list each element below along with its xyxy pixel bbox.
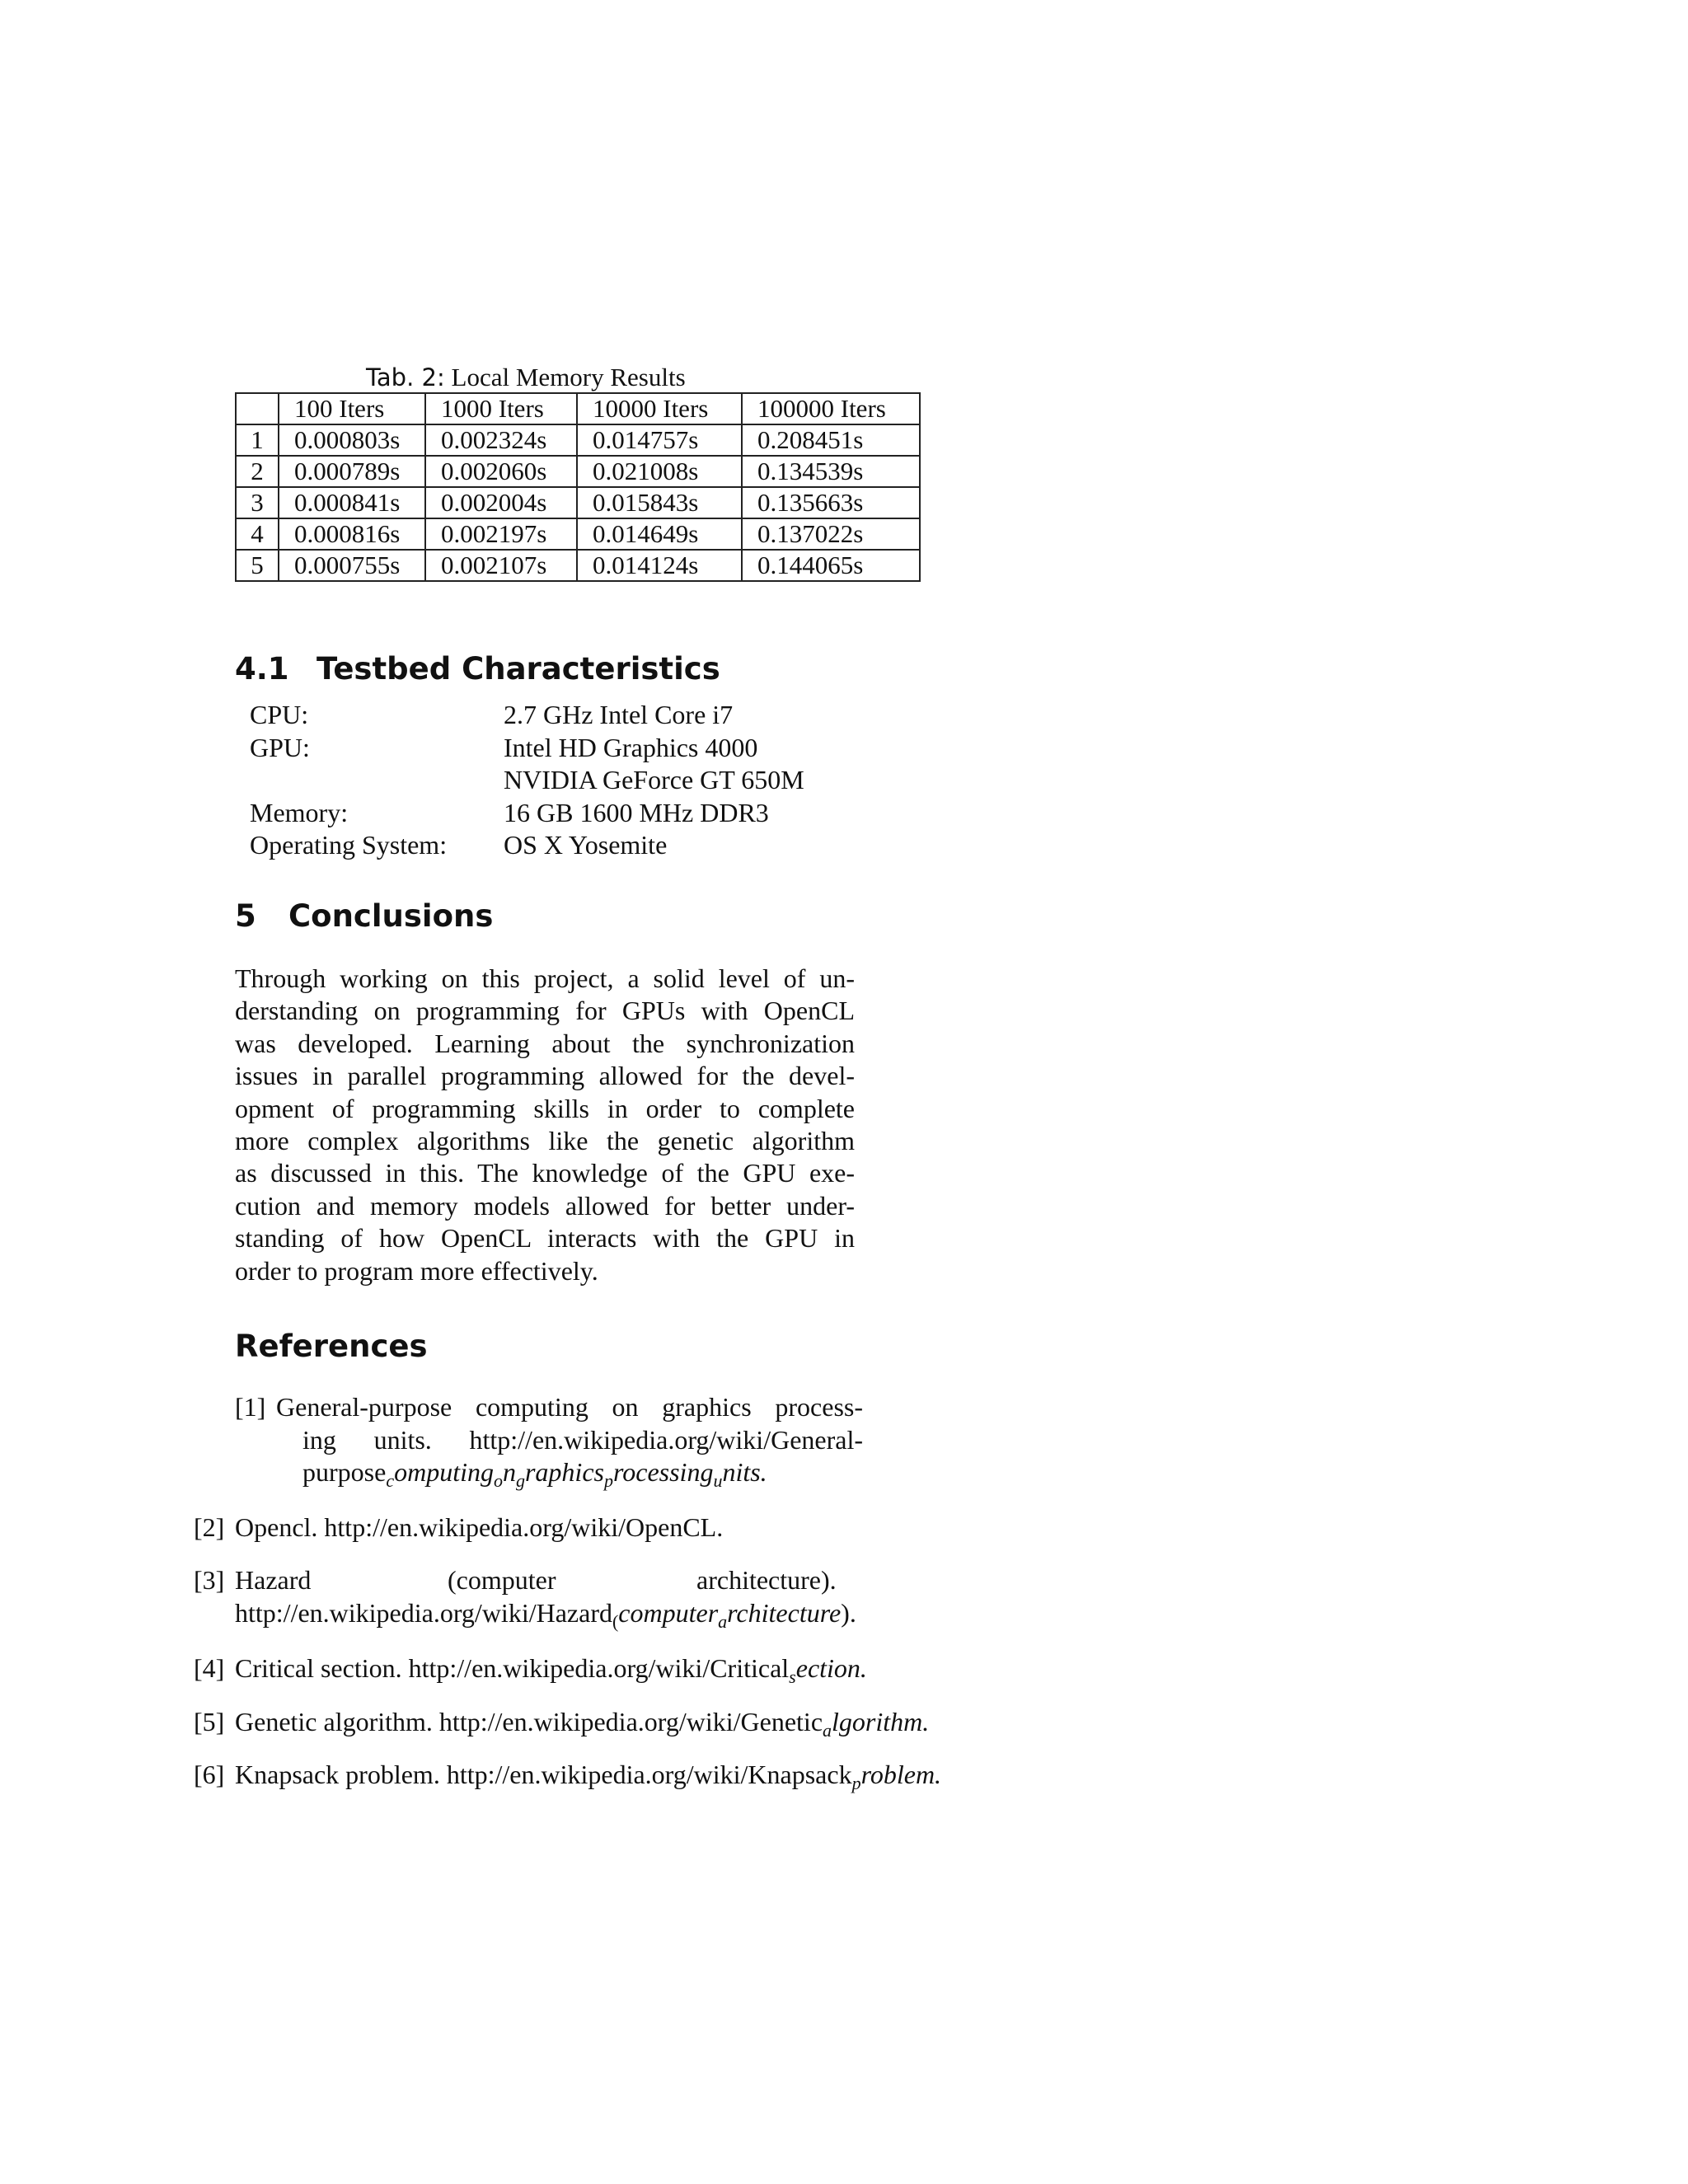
table-cell: 0.137022s bbox=[742, 518, 920, 550]
reference-text: Opencl. http://en.wikipedia.org/wiki/OpenCL. bbox=[235, 1512, 724, 1542]
paragraph-line: Through working on this project, a solid level of un- bbox=[235, 963, 855, 993]
table-cell: 0.014124s bbox=[577, 550, 742, 581]
section-heading-conclusions bbox=[235, 898, 493, 935]
section-title: Testbed Characteristics bbox=[316, 651, 720, 687]
reference-text bbox=[235, 1652, 867, 1685]
subscript: a bbox=[718, 1610, 728, 1632]
section-number: 4.1 bbox=[235, 651, 289, 687]
table-cell: 0.002324s bbox=[425, 424, 577, 456]
table-row bbox=[236, 550, 920, 581]
spec-label: Operating System: bbox=[250, 830, 448, 860]
paragraph-line: was developed. Learning about the synchronization bbox=[235, 1028, 855, 1058]
table-cell: 0.000789s bbox=[279, 456, 425, 487]
reference-text: http://en.wikipedia.org/wiki/Hazard bbox=[235, 1597, 612, 1628]
reference-number: [4] bbox=[194, 1653, 225, 1683]
table-cell: 0.002107s bbox=[425, 550, 577, 581]
reference-text bbox=[851, 1760, 942, 1793]
local-memory-results-table bbox=[235, 392, 921, 582]
table-header-cell: 100 Iters bbox=[279, 393, 425, 424]
spec-value: 16 GB 1600 MHz DDR3 bbox=[504, 797, 769, 827]
reference-line bbox=[276, 1456, 863, 1489]
table-cell: 0.000841s bbox=[279, 487, 425, 518]
section-number: 5 bbox=[235, 898, 256, 934]
table-cell: 1 bbox=[236, 424, 279, 456]
reference-number: [3] bbox=[194, 1565, 225, 1595]
table-header-cell: 1000 Iters bbox=[425, 393, 577, 424]
reference-text: Genetic algorithm. http://en.wikipedia.org/wiki/Genetic bbox=[235, 1707, 823, 1736]
spec-row bbox=[250, 829, 804, 862]
table-cell: 0.002004s bbox=[425, 487, 577, 518]
table-cell: 2 bbox=[236, 456, 279, 487]
table-cell: 0.002197s bbox=[425, 518, 577, 550]
subscript: o bbox=[493, 1470, 503, 1491]
spec-label bbox=[250, 764, 504, 797]
paragraph-line: more complex algorithms like the genetic algorithm bbox=[235, 1125, 855, 1155]
table-row bbox=[236, 518, 920, 550]
subscript: g bbox=[515, 1470, 525, 1491]
table-cell: 0.000803s bbox=[279, 424, 425, 456]
reference-text: Knapsack problem. http://en.wikipedia.org/wiki/Knapsack bbox=[235, 1760, 852, 1789]
spec-row bbox=[250, 797, 804, 830]
subscript: u bbox=[713, 1470, 723, 1491]
table-cell: 0.134539s bbox=[742, 456, 920, 487]
table-cell: 3 bbox=[236, 487, 279, 518]
spec-label: GPU: bbox=[250, 732, 310, 762]
table-caption bbox=[366, 361, 686, 394]
conclusions-paragraph bbox=[235, 963, 855, 1287]
testbed-specs-list bbox=[250, 699, 804, 862]
table-cell: 0.021008s bbox=[577, 456, 742, 487]
table-cell: 0.014757s bbox=[577, 424, 742, 456]
table-cell: 0.208451s bbox=[742, 424, 920, 456]
reference-number: [2] bbox=[194, 1512, 225, 1542]
paragraph-line: opment of programming skills in order to complete bbox=[235, 1093, 855, 1123]
reference-text: rocessing bbox=[612, 1457, 714, 1487]
table-cell: 0.135663s bbox=[742, 487, 920, 518]
paragraph-line: cution and memory models allowed for better under- bbox=[235, 1190, 855, 1221]
spec-value: Intel HD Graphics 4000 bbox=[504, 732, 758, 762]
reference-text bbox=[618, 1597, 842, 1632]
reference-number: [5] bbox=[194, 1707, 225, 1736]
table-header-cell: 10000 Iters bbox=[577, 393, 742, 424]
subscript: c bbox=[386, 1470, 395, 1491]
table-cell: 4 bbox=[236, 518, 279, 550]
paragraph-line: standing of how OpenCL interacts with the GPU in bbox=[235, 1223, 855, 1254]
reference-text: roblem. bbox=[860, 1760, 942, 1789]
reference-text: omputing bbox=[394, 1457, 494, 1487]
spec-label: Memory: bbox=[250, 797, 349, 827]
table-row bbox=[236, 424, 920, 456]
reference-number: [6] bbox=[194, 1760, 225, 1789]
reference-text bbox=[823, 1707, 930, 1741]
paragraph-line: derstanding on programming for GPUs with OpenCL bbox=[235, 996, 855, 1026]
subscript: p bbox=[851, 1773, 861, 1793]
table-cell: 0.144065s bbox=[742, 550, 920, 581]
section-heading-references bbox=[235, 1329, 428, 1365]
section-heading-testbed bbox=[235, 651, 720, 687]
reference-line: ing units. http://en.wikipedia.org/wiki/General- bbox=[302, 1424, 863, 1455]
reference-line bbox=[235, 1597, 872, 1630]
reference-text bbox=[235, 1706, 929, 1739]
subscript: p bbox=[603, 1470, 613, 1491]
spec-row bbox=[250, 732, 804, 765]
table-cell: 0.000816s bbox=[279, 518, 425, 550]
reference-text bbox=[789, 1653, 867, 1687]
reference-number: [1] bbox=[235, 1392, 266, 1422]
reference-text bbox=[386, 1457, 767, 1491]
reference-text: architecture). bbox=[696, 1565, 837, 1595]
table-row bbox=[236, 487, 920, 518]
table-cell: 0.015843s bbox=[577, 487, 742, 518]
reference-text: Critical section. http://en.wikipedia.org/wiki/Critical bbox=[235, 1653, 790, 1683]
paragraph-line: as discussed in this. The knowledge of the GPU exe- bbox=[235, 1158, 855, 1188]
reference-body bbox=[276, 1391, 863, 1489]
reference-text: lgorithm. bbox=[832, 1707, 930, 1736]
table-caption-label: Tab. 2: bbox=[366, 363, 445, 391]
reference-line: General-purpose computing on graphics process- bbox=[276, 1392, 863, 1422]
spec-row bbox=[250, 699, 804, 732]
reference-body bbox=[235, 1564, 872, 1632]
reference-text: nits. bbox=[722, 1457, 767, 1487]
reference-text: rchitecture bbox=[727, 1597, 842, 1628]
spec-value: NVIDIA GeForce GT 650M bbox=[504, 765, 804, 794]
reference-text: ection. bbox=[795, 1653, 867, 1683]
table-row bbox=[236, 456, 920, 487]
reference-text bbox=[235, 1759, 941, 1792]
spec-label: CPU: bbox=[250, 700, 309, 729]
table-header-row bbox=[236, 393, 920, 424]
paragraph-line: issues in parallel programming allowed for the devel- bbox=[235, 1061, 855, 1091]
table-caption-text: Local Memory Results bbox=[451, 363, 686, 391]
reference-line bbox=[235, 1564, 872, 1597]
reference-text: (computer bbox=[448, 1565, 556, 1595]
spec-value: 2.7 GHz Intel Core i7 bbox=[504, 700, 734, 729]
paragraph-line: order to program more effectively. bbox=[235, 1255, 598, 1286]
spec-value: OS X Yosemite bbox=[504, 830, 668, 860]
reference-text: n bbox=[502, 1457, 516, 1487]
reference-text: ). bbox=[841, 1597, 856, 1628]
section-title: References bbox=[235, 1329, 428, 1364]
table-cell: 0.000755s bbox=[279, 550, 425, 581]
spec-row bbox=[250, 764, 804, 797]
subscript: ( bbox=[612, 1610, 619, 1632]
reference-text: Hazard bbox=[235, 1565, 312, 1595]
reference-text: raphics bbox=[524, 1457, 604, 1487]
section-title: Conclusions bbox=[288, 898, 494, 934]
table-cell: 5 bbox=[236, 550, 279, 581]
table-cell: 0.014649s bbox=[577, 518, 742, 550]
subscript: a bbox=[823, 1720, 832, 1741]
reference-text: purpose bbox=[302, 1457, 387, 1487]
table-cell: 0.002060s bbox=[425, 456, 577, 487]
reference-text: computer bbox=[618, 1597, 719, 1628]
table-header-cell: 100000 Iters bbox=[742, 393, 920, 424]
subscript: s bbox=[789, 1666, 796, 1687]
table-header-cell bbox=[236, 393, 279, 424]
